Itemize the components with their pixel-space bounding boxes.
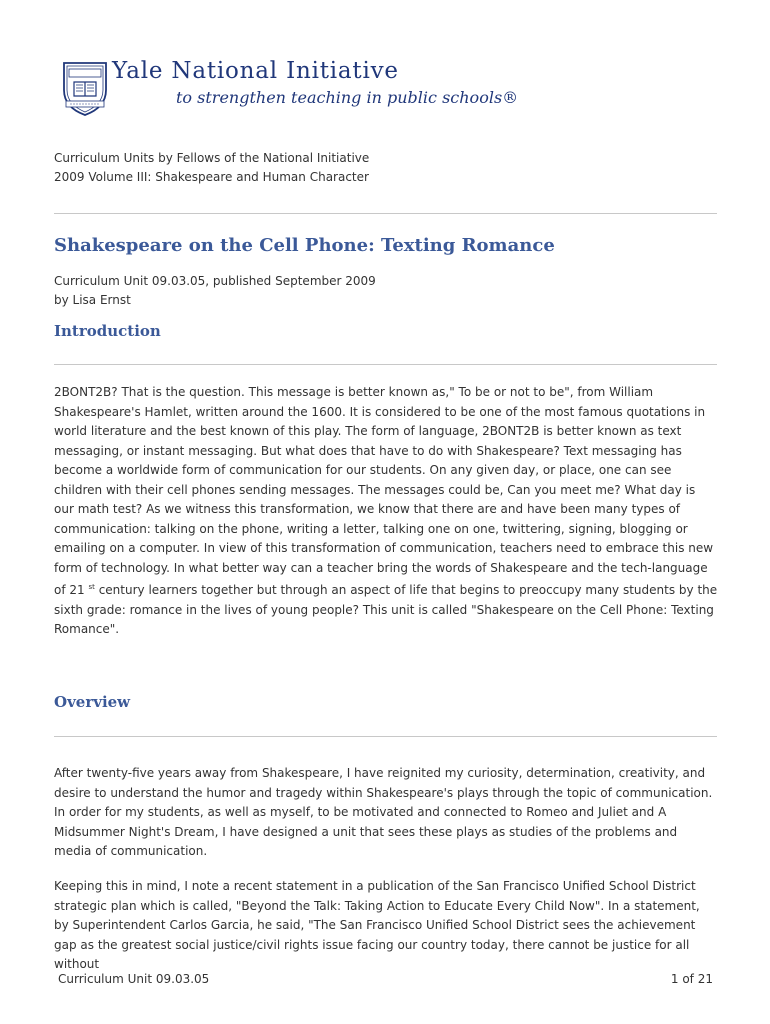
published-line: Curriculum Unit 09.03.05, published September 2009 xyxy=(54,274,376,288)
intro-text-part-1: 2BONT2B? That is the question. This message is better known as," To be or not to be", from William Shakespeare's Hamlet, written around the 1600. It is considered to be one of the most famous quotations in world literature and the best known of this play. The form of language, 2BONT2B is better known as text messaging, or instant messaging. But what does that have to do with Shakespeare? Text messaging has become a worldwide form of communication for our students. On any given day, or place, one can see children with their cell phones sending messages. The messages could be, Can you meet me? What day is our math test? As we witness this transformation, we know that there are and have been many types of communication: talking on the phone, writing a letter, talking one on one, twittering, signing, blogging or emailing on a computer. In view of this transformation of communication, teachers need to embrace this new form of technology. In what better way can a teacher bring the words of Shakespeare and the tech-language of 21 xyxy=(54,385,714,597)
divider xyxy=(54,736,717,737)
overview-paragraph-1: After twenty-five years away from Shakespeare, I have reignited my curiosity, determination, creativity, and desire to understand the humor and tragedy within Shakespeare's plays through the topic of communication. In order for my students, as well as myself, to be motivated and connected to Romeo and Juliet and A Midsummer Night's Dream, I have designed a unit that sees these plays as studies of the problems and media of communication. xyxy=(54,766,713,858)
author-line: by Lisa Ernst xyxy=(54,293,131,307)
site-header xyxy=(60,56,530,126)
divider xyxy=(54,364,717,365)
collection-line-2: 2009 Volume III: Shakespeare and Human Character xyxy=(54,170,369,184)
footer-unit-label: Curriculum Unit 09.03.05 xyxy=(58,972,210,986)
introduction-heading: Introduction xyxy=(54,322,161,340)
page-number: 1 of 21 xyxy=(670,972,713,986)
unit-meta xyxy=(54,272,376,310)
overview-heading: Overview xyxy=(54,693,131,711)
ordinal-suffix: st xyxy=(88,583,95,591)
collection-line-1: Curriculum Units by Fellows of the National Initiative xyxy=(54,151,370,165)
site-tagline: to strengthen teaching in public schools® xyxy=(176,88,519,107)
divider xyxy=(54,213,717,214)
introduction-paragraph xyxy=(54,383,718,640)
intro-text-part-2: century learners together but through an aspect of life that begins to preoccupy many students by the sixth grade: romance in the lives of young people? This unit is called "Shakespeare on the Cell Phone: Texting Romance". xyxy=(54,583,718,636)
collection-info xyxy=(54,149,369,187)
page-title: Shakespeare on the Cell Phone: Texting Romance xyxy=(54,235,555,256)
yale-shield-icon xyxy=(60,60,110,116)
overview-paragraph-2: Keeping this in mind, I note a recent statement in a publication of the San Francisco Unified School District strategic plan which is called, "Beyond the Talk: Taking Action to Educate Every Child Now". In a statement, by Superintendent Carlos Garcia, he said, "The San Francisco Unified School District sees the achievement gap as the greatest social justice/civil rights issue facing our country today, there cannot be justice for all without xyxy=(54,879,700,971)
site-title[interactable]: Yale National Initiative xyxy=(112,58,399,84)
